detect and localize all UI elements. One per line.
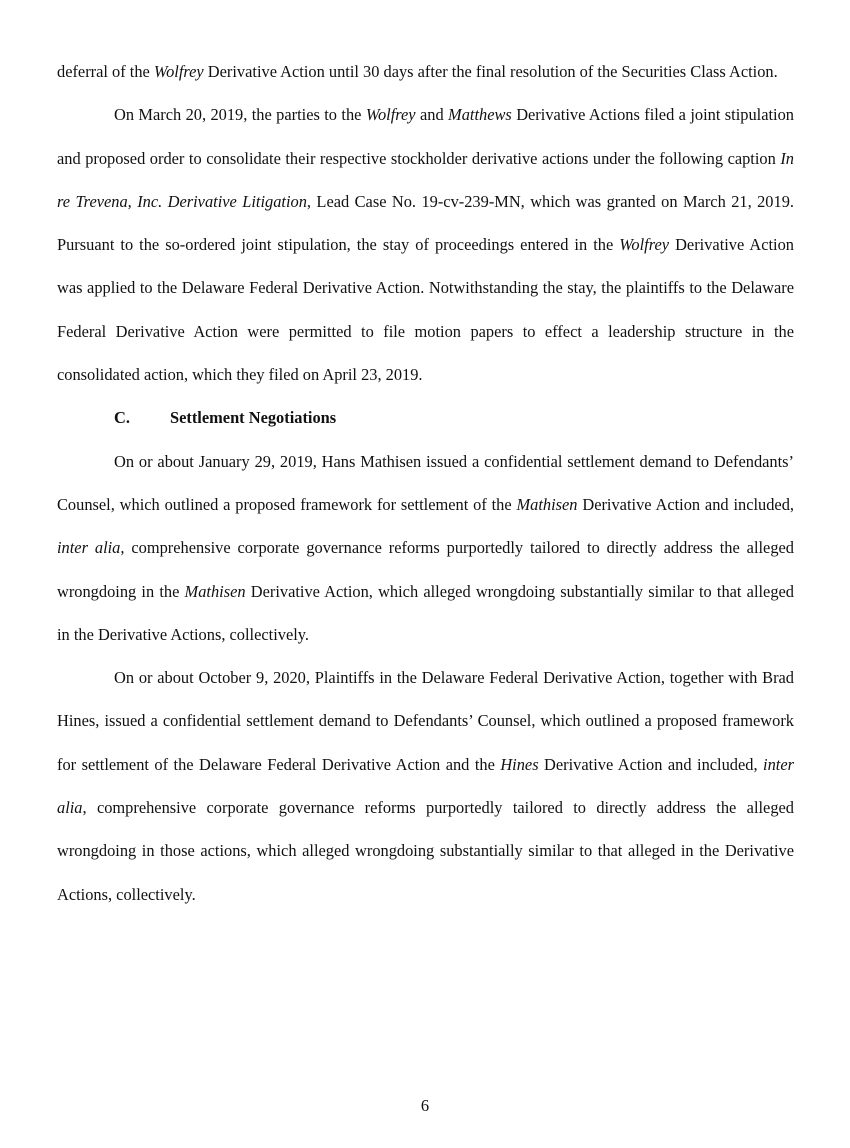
italic-text: Mathisen: [516, 494, 578, 514]
body-paragraph: [57, 93, 794, 396]
text-run: , comprehensive corporate governance reforms purportedly tailored to directly address the alleged wrongdoing in those actions, which alleged wrongdoing substantially similar to that alleged in the Derivative Actions, collectively.: [57, 798, 794, 904]
section-title: Settlement Negotiations: [170, 408, 337, 428]
text-run: Derivative Actions filed a joint stipulation and proposed order to consolidate their respective stockholder derivative actions under the following caption: [57, 105, 794, 168]
italic-text: In re Trevena, Inc. Derivative Litigation: [57, 148, 794, 211]
text-run: On March 20, 2019, the parties to the: [114, 105, 366, 125]
italic-text: Mathisen: [184, 581, 246, 601]
page-number: 6: [420, 1096, 430, 1115]
body-paragraph: [57, 656, 794, 916]
italic-text: Wolfrey: [365, 105, 416, 125]
text-run: , Lead Case No. 19-cv-239-MN, which was granted on March 21, 2019. Pursuant to the so-ordered joint stipulation, the stay of proceedings entered in the: [57, 191, 794, 255]
section-letter: C.: [114, 408, 130, 428]
text-run: deferral of the: [57, 62, 154, 81]
body-paragraph: [57, 50, 794, 93]
text-run: On or about October 9, 2020, Plaintiffs in the Delaware Federal Derivative Action, together with Brad Hines, issued a confidential settlement demand to Defendants’ Counsel, which outlined a proposed framework for settlement of the Delaware Federal Derivative Action and the: [57, 668, 794, 774]
text-run: On or about January 29, 2019, Hans Mathisen issued a confidential settlement demand to Defendants’ Counsel, which outlined a proposed framework for settlement of the: [57, 451, 794, 514]
italic-text: Hines: [500, 754, 539, 774]
italic-text: Wolfrey: [619, 235, 670, 255]
text-run: Derivative Action and included,: [538, 754, 764, 774]
text-run: Derivative Action, which alleged wrongdoing substantially similar to that alleged in the Derivative Actions, collectively.: [57, 581, 794, 644]
document-page: [57, 50, 794, 916]
text-run: Derivative Action and included,: [577, 494, 794, 514]
italic-text: Wolfrey: [153, 62, 204, 81]
text-run: Derivative Action was applied to the Delaware Federal Derivative Action. Notwithstanding the stay, the plaintiffs to the Delaware Federal Derivative Action were permitted to file motion papers to effect a leadership structure in the consolidated action, which they filed on April 23, 2019.: [57, 235, 795, 385]
body-paragraph: [57, 440, 794, 656]
italic-text: inter alia: [57, 538, 121, 558]
text-run: , comprehensive corporate governance reforms purportedly tailored to directly address the alleged wrongdoing in the: [57, 538, 794, 601]
italic-text: Matthews: [448, 105, 512, 125]
text-run: and: [415, 105, 449, 125]
italic-text: inter alia: [57, 754, 794, 818]
section-heading: [57, 396, 794, 439]
text-run: Derivative Action until 30 days after the final resolution of the Securities Class Action.: [203, 62, 778, 81]
